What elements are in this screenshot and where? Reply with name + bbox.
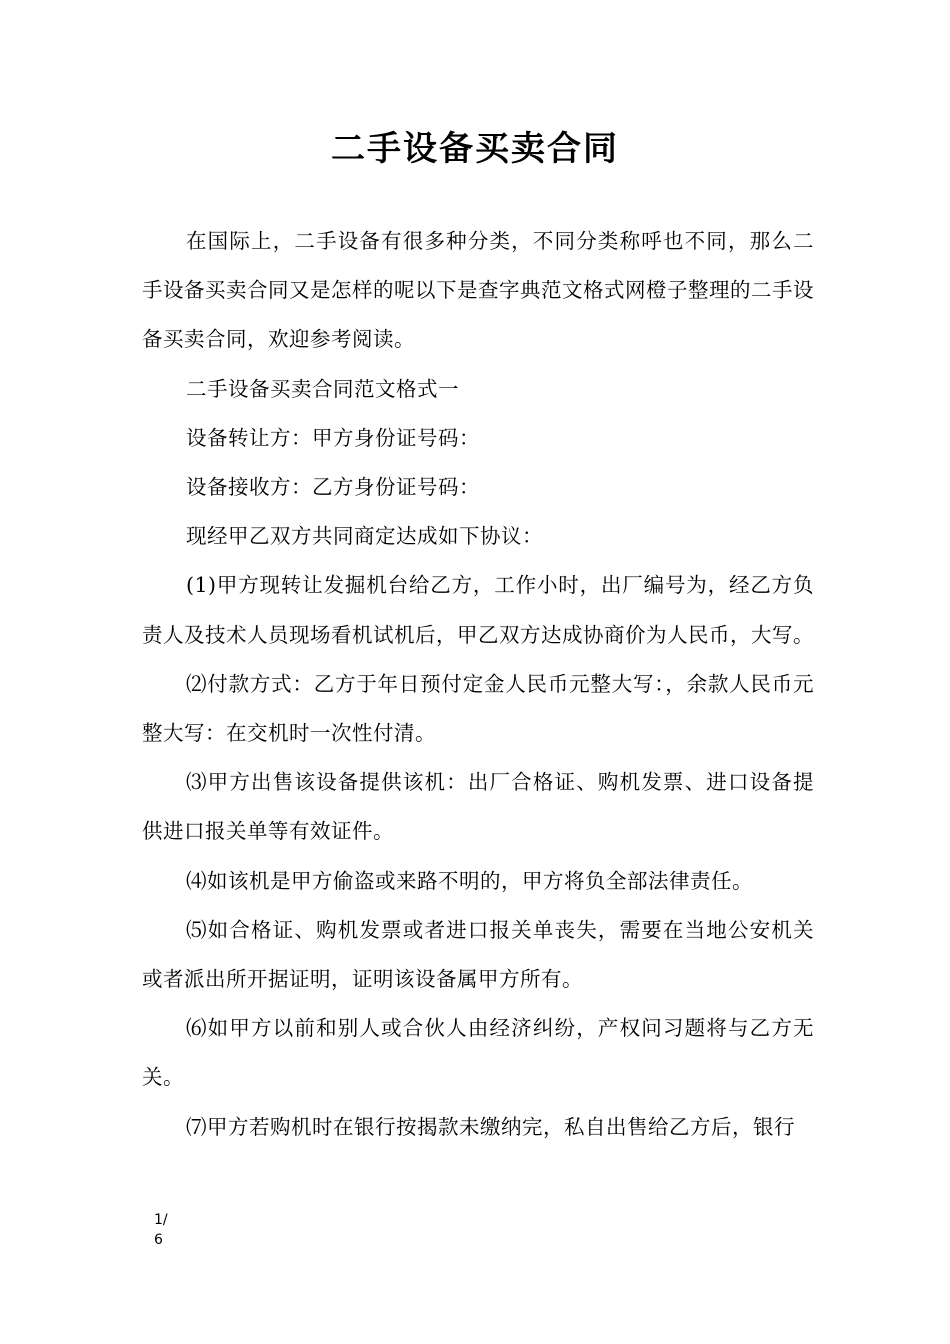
clause-5: ⑸如合格证、购机发票或者进口报关单丧失，需要在当地公安机关或者派出所开据证明，证明该设备属甲方所有。 xyxy=(142,917,814,992)
clause-4: ⑷如该机是甲方偷盗或来路不明的，甲方将负全部法律责任。 xyxy=(186,868,753,893)
agreement-intro: 现经甲乙双方共同商定达成如下协议： xyxy=(186,524,543,549)
document-title: 二手设备买卖合同 xyxy=(331,129,619,169)
document-body xyxy=(142,217,814,1152)
clause-2: ⑵付款方式：乙方于年日预付定金人民币元整大写：，余款人民币元整大写：在交机时一次性付清。 xyxy=(142,671,814,746)
receiver-line: 设备接收方：乙方身份证号码： xyxy=(186,475,480,500)
page-number xyxy=(154,1210,184,1250)
page-number-total: 6 xyxy=(154,1232,163,1248)
clause-3: ⑶甲方出售该设备提供该机：出厂合格证、购机发票、进口设备提供进口报关单等有效证件。 xyxy=(142,770,814,844)
clause-6: ⑹如甲方以前和别人或合伙人由经济纠纷，产权问习题将与乙方无关。 xyxy=(142,1016,814,1090)
transferor-line: 设备转让方：甲方身份证号码： xyxy=(186,425,480,450)
section-heading: 二手设备买卖合同范文格式一 xyxy=(186,376,459,401)
intro-paragraph: 在国际上，二手设备有很多种分类，不同分类称呼也不同，那么二手设备买卖合同又是怎样的呢以下是查字典范文格式网橙子整理的二手设备买卖合同，欢迎参考阅读。 xyxy=(142,229,814,352)
page-number-current: 1/ xyxy=(154,1212,168,1228)
clause-7: ⑺甲方若购机时在银行按揭款未缴纳完，私自出售给乙方后，银行 xyxy=(186,1114,795,1139)
clause-1: (1)甲方现转让发掘机台给乙方，工作小时，出厂编号为，经乙方负责人及技术人员现场看机试机后，甲乙双方达成协商价为人民币，大写。 xyxy=(142,573,814,647)
